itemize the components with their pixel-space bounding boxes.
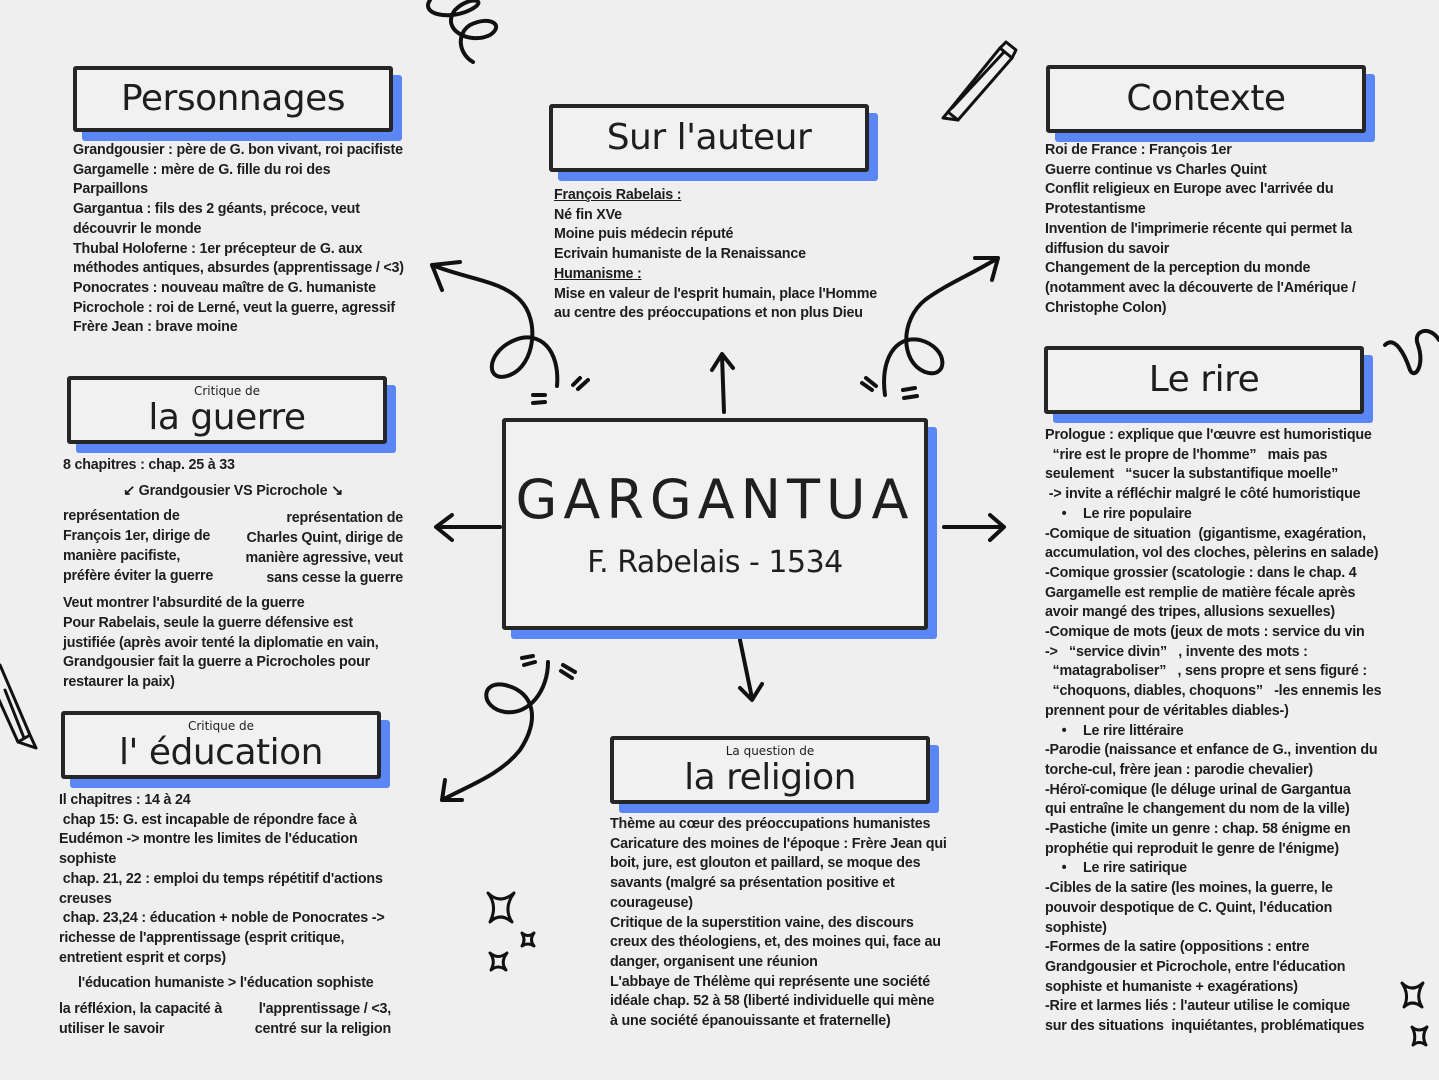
- auteur-title: Sur l'auteur: [606, 117, 812, 158]
- rire-header: [1044, 346, 1364, 414]
- loop-arrow-top-right: [884, 258, 998, 395]
- arrow-down: [740, 640, 762, 700]
- education-kicker: Critique de: [187, 719, 255, 733]
- guerre-text: 8 chapitres : chap. 25 à 33 ↙ Grandgousier VS Picrochole ↘ représentation de François 1er, dirige de manière pacifiste, préfère éviter la guerre représentation de Charles Quint, dirige de manière agressive, veut sans cesse la guerre Veut montrer l'absurdité de la guerre Pour Rabelais, seule la guerre défensive est justifiée (après avoir tenté la diplomatie en vain, Grandgousier fait la guerre a Picrocholes pour restaurer la paix): [63, 457, 403, 691]
- loop-arrow-bottom-left: [442, 662, 548, 800]
- guerre-title: la guerre: [148, 397, 306, 438]
- personnages-title: Personnages: [120, 78, 346, 119]
- education-title: l' éducation: [119, 732, 323, 773]
- contexte-header: [1046, 65, 1366, 133]
- sparkle-icon: [488, 893, 514, 922]
- sparkle-icon: [490, 953, 507, 970]
- guerre-header: [67, 376, 387, 444]
- contexte-text: Roi de France : François 1er Guerre continue vs Charles Quint Conflit religieux en Europe avec l'arrivée du Protestantisme Invention de l'imprimerie récente qui permet la diffusion du savoir Changement de la perception du monde (notamment avec la découverte de l'Amérique / Christophe Colon): [1045, 142, 1356, 316]
- loop-arrow-top-left: [432, 262, 557, 386]
- education-text: Il chapitres : 14 à 24 chap 15: G. est incapable de répondre face à Eudémon -> montre les limites de l'éducation sophiste chap. 21, 22 : emploi du temps répétitif d'actions creuses chap. 23,24 : éducation + noble de Ponocrates -> richesse de l'apprentissage (esprit critique, entretient esprit et corps) l'éducation humaniste > l'éducation sophiste la réfléxion, la capacité à utiliser le savoir l'apprentissage / <3, centré sur la religion: [59, 791, 391, 1039]
- auteur-text: François Rabelais : Né fin XVe Moine puis médecin réputé Ecrivain humaniste de la Renaissance Humanisme : Mise en valeur de l'esprit humain, place l'Homme au centre des préoccupations et non plus Dieu: [554, 187, 877, 322]
- arrow-left: [436, 515, 500, 540]
- religion-title: la religion: [684, 757, 856, 798]
- pencil-icon-left: [0, 665, 36, 748]
- guerre-versus: ↙ Grandgousier VS Picrochole ↘: [123, 482, 343, 499]
- guerre-kicker: Critique de: [193, 384, 261, 398]
- religion-header: [610, 736, 930, 804]
- education-right-column: l'apprentissage / <3, centré sur la religion: [254, 1001, 391, 1037]
- rire-bullet-populaire: • Le rire populaire: [1045, 505, 1381, 525]
- sparkle-icon: [1402, 983, 1423, 1007]
- sparkle-icon: [522, 933, 534, 946]
- rire-text: Prologue : explique que l'œuvre est humoristique “rire est le propre de l'homme” mais pas seulement “sucer la substantifique moelle” -> invite a réfléchir malgré le côté humoristique • Le rire populaire -Comique de situation (gigantisme, exagération, accumulation, vol des cloches, pèlerins en salade) -Comique grossier (scatologie : dans le chap. 4 Gargamelle est remplie de matière fécale après avoir mangé des tripes, allusions sexuelles) -Comique de mots (jeux de mots : service du vin -> “service divin” , invente des mots : “matagraboliser” , sens propre et sens figuré : “choquons, diables, choquons” -les ennemis les prennent pour de véritables diables-) • Le rire littéraire -Parodie (naissance et enfance de G., invention du torche-cul, frère jean : parodie chevalier) -Héroï-comique (le déluge urinal de Gargantua qui entraîne le changement du nom de la ville) -Pastiche (imite un genre : chap. 58 énigme en prophétie qui reproduit le genre de l'énigme) • Le rire satirique -Cibles de la satire (les moines, la guerre, le pouvoir despotique de C. Quint, l'éducation sophiste) -Formes de la satire (oppositions : entre Grandgousier et Picrochole, entre l'éducation sophiste et humaniste + exagérations) -Rire et larmes liés : l'auteur utilise le comique sur des situations inquiétantes, problématiques: [1045, 426, 1381, 1037]
- personnages-header: [73, 66, 393, 132]
- education-comparison: l'éducation humaniste > l'éducation sophiste: [78, 975, 374, 992]
- squiggle-doodle-right: [1385, 331, 1439, 373]
- rire-title: Le rire: [1148, 359, 1260, 400]
- rire-bullet-litteraire: • Le rire littéraire: [1045, 722, 1381, 742]
- education-left-column: la réfléxion, la capacité à utiliser le savoir: [59, 1001, 223, 1037]
- pencil-icon: [943, 42, 1016, 120]
- book-title: GARGANTUA: [515, 468, 915, 531]
- center-title-box: [502, 418, 928, 630]
- auteur-header: [549, 104, 869, 172]
- religion-text: Thème au cœur des préoccupations humanistes Caricature des moines de l'époque : Frère Jean qui boit, jure, est glouton et paillard, se moque des savants (malgré sa présentation positive et courageuse) Critique de la superstition vaine, des discours creux des théologiens, et, des moines qui, face au danger, organisent une réunion L'abbaye de Thélème qui représente une société idéale chap. 52 à 58 (liberté individuelle qui mène à une société épanouissante et fraternelle): [610, 816, 947, 1030]
- arrow-up: [712, 354, 733, 412]
- religion-kicker: La question de: [725, 744, 815, 758]
- rire-bullet-satirique: • Le rire satirique: [1045, 859, 1381, 879]
- book-subtitle: F. Rabelais - 1534: [587, 545, 843, 580]
- education-header: [61, 711, 381, 779]
- personnages-text: Grandgousier : père de G. bon vivant, roi pacifiste Gargamelle : mère de G. fille du roi des Parpaillons Gargantua : fils des 2 géants, précoce, veut découvrir le monde Thubal Holoferne : 1er précepteur de G. aux méthodes antiques, absurdes (apprentissage / <3) Ponocrates : nouveau maître de G. humaniste Picrochole : roi de Lerné, veut la guerre, agressif Frère Jean : brave moine: [73, 142, 404, 336]
- auteur-heading-rabelais: François Rabelais :: [554, 187, 682, 203]
- arrow-right: [944, 515, 1004, 540]
- guerre-left-column: représentation de François 1er, dirige de manière pacifiste, préfère éviter la guerre: [63, 508, 214, 584]
- auteur-heading-humanisme: Humanisme :: [554, 265, 642, 282]
- guerre-right-column: représentation de Charles Quint, dirige de manière agressive, veut sans cesse la guerre: [245, 510, 403, 586]
- squiggle-doodle: [428, 0, 496, 62]
- sparkle-icon: [1412, 1027, 1427, 1045]
- contexte-title: Contexte: [1126, 78, 1286, 119]
